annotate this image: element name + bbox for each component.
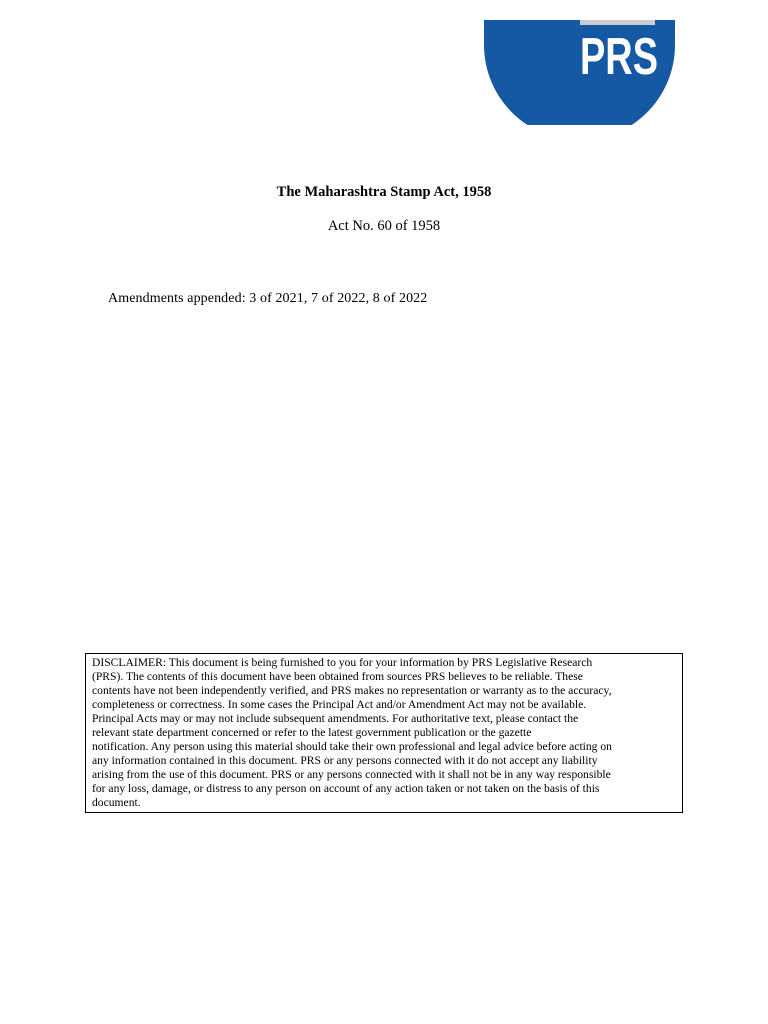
disclaimer-line: document. bbox=[92, 796, 141, 809]
disclaimer-line: DISCLAIMER: This document is being furnished to you for your information by PRS Legislative Research bbox=[92, 656, 593, 669]
document-title: The Maharashtra Stamp Act, 1958 bbox=[276, 184, 492, 200]
disclaimer-line: notification. Any person using this material should take their own professional and legal advice before acting on bbox=[92, 740, 612, 753]
disclaimer-line: contents have not been independently verified, and PRS makes no representation or warranty as to the accuracy, bbox=[92, 684, 612, 697]
amendments-appended: Amendments appended: 3 of 2021, 7 of 2022, 8 of 2022 bbox=[108, 291, 428, 306]
logo-top-bar bbox=[580, 20, 655, 25]
disclaimer-line: completeness or correctness. In some cases the Principal Act and/or Amendment Act may not be available. bbox=[92, 698, 587, 711]
disclaimer-line: arising from the use of this document. PRS or any persons connected with it shall not be in any way responsible bbox=[92, 768, 611, 781]
disclaimer-line: Principal Acts may or may not include subsequent amendments. For authoritative text, please contact the bbox=[92, 712, 579, 725]
prs-logo bbox=[0, 0, 768, 125]
act-number: Act No. 60 of 1958 bbox=[327, 218, 441, 234]
logo-text: PRS bbox=[580, 28, 658, 86]
disclaimer-line: relevant state department concerned or refer to the latest government publication or the gazette bbox=[92, 726, 532, 739]
disclaimer-line: any information contained in this document. PRS or any persons connected with it do not accept any liability bbox=[92, 754, 598, 767]
disclaimer-box bbox=[85, 653, 683, 813]
disclaimer-line: for any loss, damage, or distress to any person on account of any action taken or not taken on the basis of this bbox=[92, 782, 600, 795]
disclaimer-line: (PRS). The contents of this document have been obtained from sources PRS believes to be reliable. These bbox=[92, 670, 583, 683]
